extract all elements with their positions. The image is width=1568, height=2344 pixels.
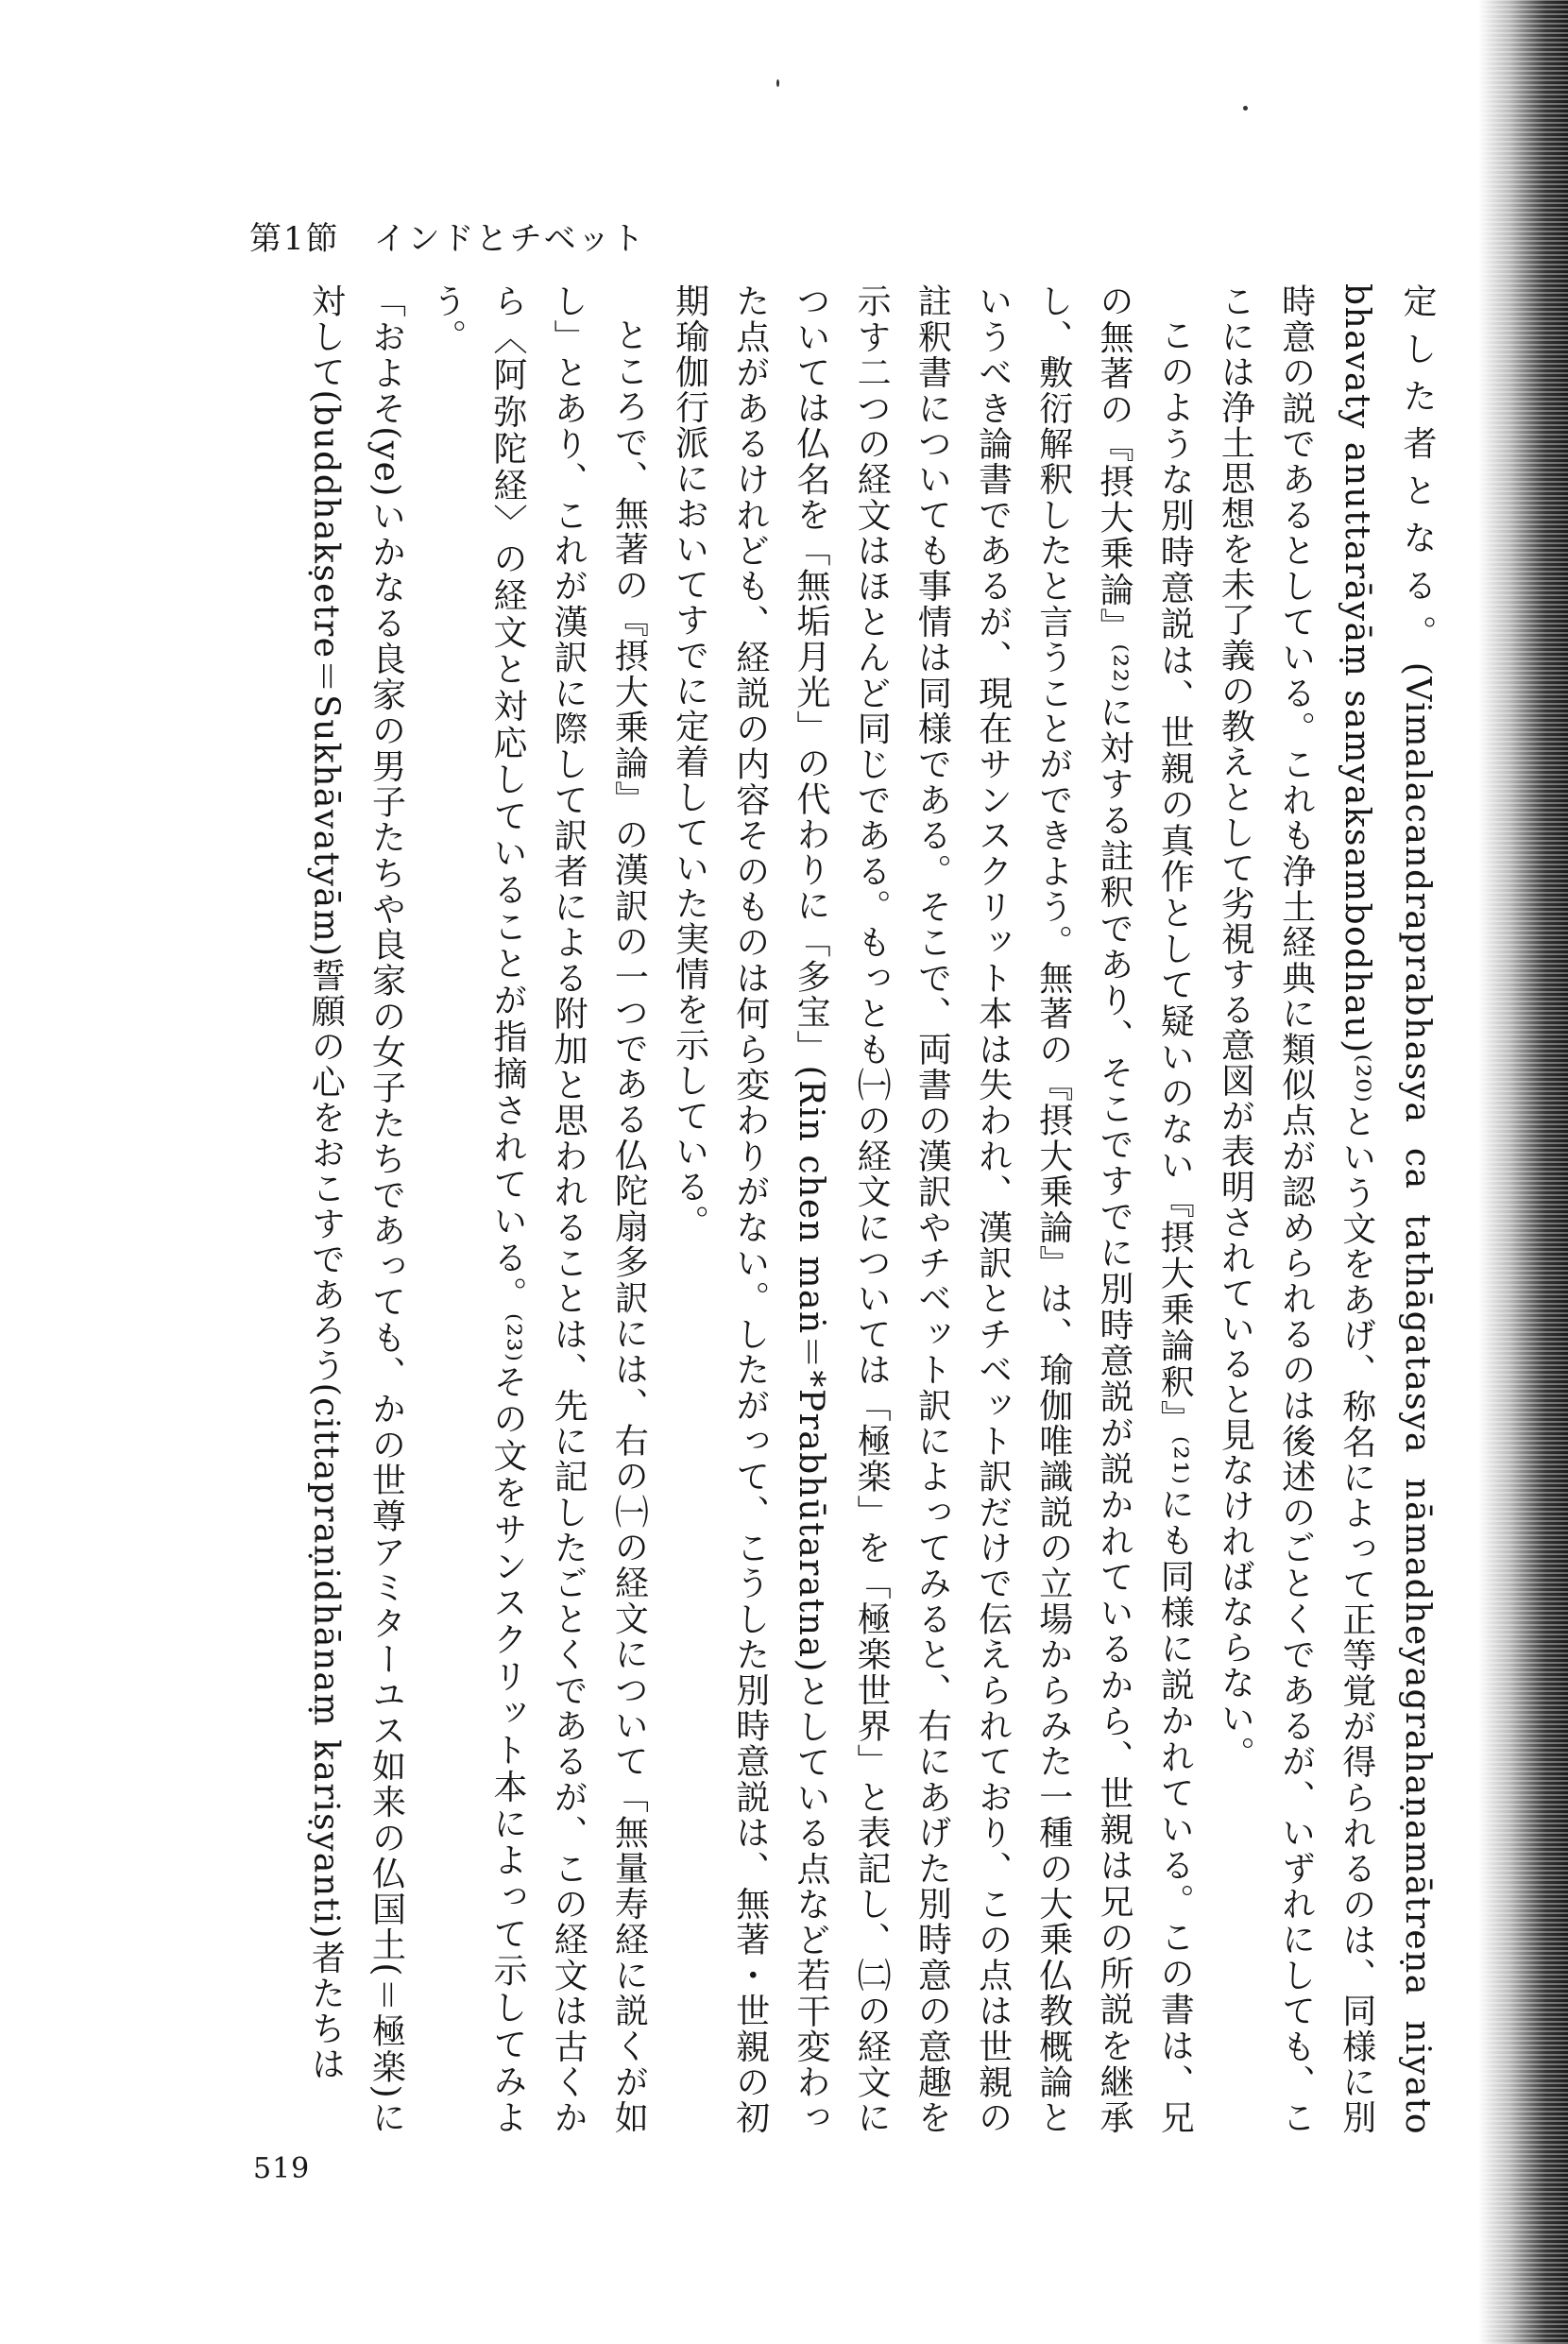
paragraph-1: 定した者となる。(Vimalacandraprabhasya ca tathāgatasya nāmadheyagrahaṇamātreṇa niyato bhavaty anuttarāyāṃ samyaksambodhau)⁽²⁰⁾という文をあげ、称名によって正等覚が得られるのは、同様に別時意の説であるとしている。これも浄土経典に類似点が認められるのは後述のごとくであるが、いずれにしても、ここには浄土思想を未了義の教えとして劣視する意図が表明されていると見なければならない。 (1216, 283, 1437, 2135)
scan-speck (776, 79, 779, 87)
paragraph-3: ところで、無著の『摂大乗論』の漢訳の一つである仏陀扇多訳には、右の㈠の経文について「無量寿経に説くが如し」とあり、これが漢訳に際して訳者による附加と思われることは、先に記したごとくであるが、この経文は古くから〈阿弥陀経〉の経文と対応していることが指摘されている。⁽²³⁾その文をサンスクリット本によって示してみよう。 (427, 283, 649, 2135)
scan-gutter-shadow (1478, 0, 1568, 2344)
paragraph-2: このような別時意説は、世親の真作として疑いのない『摂大乗論釈』⁽²¹⁾にも同様に説かれている。この書は、兄の無著の『摂大乗論』⁽²²⁾に対する註釈であり、そこですでに別時意説が説かれているから、世親は兄の所説を継承し、敷衍解釈したと言うことができよう。無著の『摂大乗論』は、瑜伽唯識説の立場からみた一種の大乗仏教概論というべき論書であるが、現在サンスクリット本は失われ、漢訳とチベット訳だけで伝えられており、この点は世親の註釈書についても事情は同様である。そこで、両書の漢訳やチベット訳によってみると、右にあげた別時意の意趣を示す二つの経文はほとんど同じである。もっとも㈠の経文については「極楽」を「極楽世界」と表記し、㈡の経文については仏名を「無垢月光」の代わりに「多宝」(Rin chen maṅ＝*Prabhūtaratna)としている点など若干変わった点があるけれども、経説の内容そのものは何ら変わりがない。したがって、こうした別時意説は、無著・世親の初期瑜伽行派においてすでに定着していた実情を示している。 (670, 283, 1195, 2136)
paragraph-4: 「およそ(ye)いかなる良家の男子たちや良家の女子たちであっても、かの世尊アミターユス如来の仏国土(＝極楽)に対して(buddhakṣetre＝Sukhāvatyām)誓願の心をおこすであろう(cittapraṇidhānaṃ kariṣyanti)者たちは (306, 283, 406, 2135)
body-text (210, 283, 1447, 2135)
page-number: 519 (253, 2152, 311, 2185)
running-head: 第1節 インドとチベット (249, 220, 646, 258)
scan-speck (1243, 106, 1248, 111)
